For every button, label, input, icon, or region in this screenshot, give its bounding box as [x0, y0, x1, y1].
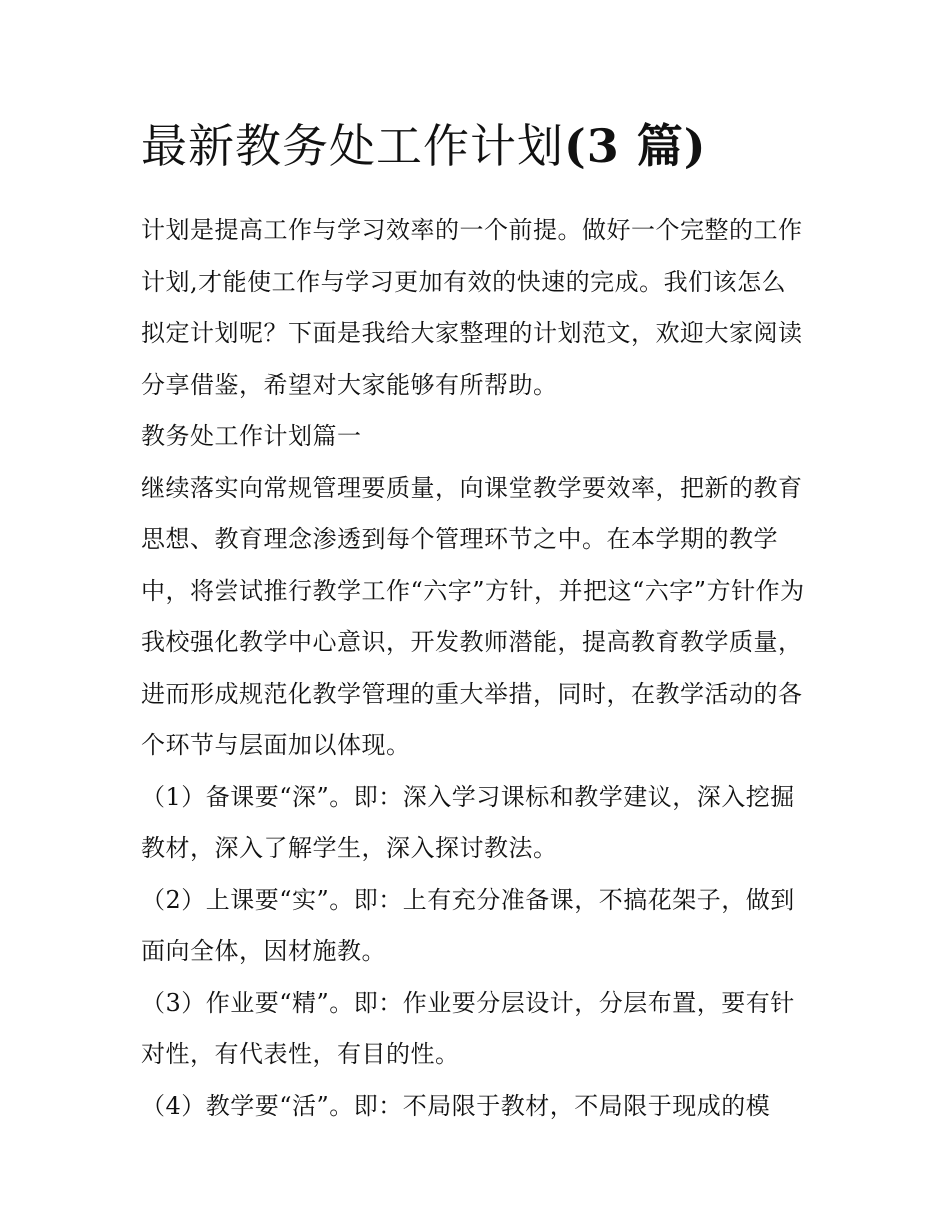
document-body: [141, 205, 821, 1132]
paragraph-line: 继续落实向常规管理要质量，向课堂教学要效率，把新的教育: [141, 473, 803, 502]
list-item-line: （1）备课要“深”。即：深入学习课标和教学建议，深入挖掘: [141, 782, 795, 811]
paragraph-line: 个环节与层面加以体现。: [141, 731, 411, 759]
document-content: [141, 113, 821, 1132]
document-title-main: 最新教务处工作计划: [141, 119, 564, 173]
paragraph-line: 拟定计划呢？下面是我给大家整理的计划范文，欢迎大家阅读: [141, 319, 803, 347]
section-heading: 教务处工作计划篇一: [141, 422, 362, 450]
list-item-line: （4）教学要“活”。即：不局限于教材，不局限于现成的模: [141, 1091, 771, 1120]
document-title-suffix: (3 篇): [564, 119, 707, 173]
list-item-line: 教材，深入了解学生，深入探讨教法。: [141, 834, 558, 862]
paragraph-line: 分享借鉴，希望对大家能够有所帮助。: [141, 370, 558, 399]
document-title: [141, 113, 821, 179]
paragraph-line: 计划,才能使工作与学习更加有效的快速的完成。我们该怎么: [141, 267, 787, 296]
list-item-line: （3）作业要“精”。即：作业要分层设计，分层布置，要有针: [141, 988, 795, 1017]
list-item-line: （2）上课要“实”。即：上有充分准备课，不搞花架子，做到: [141, 885, 795, 914]
paragraph-line: 思想、教育理念渗透到每个管理环节之中。在本学期的教学: [141, 525, 778, 553]
list-item-line: 对性，有代表性，有目的性。: [141, 1040, 460, 1068]
list-item-line: 面向全体，因材施教。: [141, 937, 386, 965]
paragraph-line: 中，将尝试推行教学工作“六字”方针，并把这“六字”方针作为: [141, 576, 805, 605]
paragraph-line: 我校强化教学中心意识，开发教师潜能，提高教育教学质量，: [141, 628, 803, 656]
paragraph-line: 计划是提高工作与学习效率的一个前提。做好一个完整的工作: [141, 216, 803, 244]
paragraph-line: 进而形成规范化教学管理的重大举措，同时，在教学活动的各: [141, 679, 803, 708]
